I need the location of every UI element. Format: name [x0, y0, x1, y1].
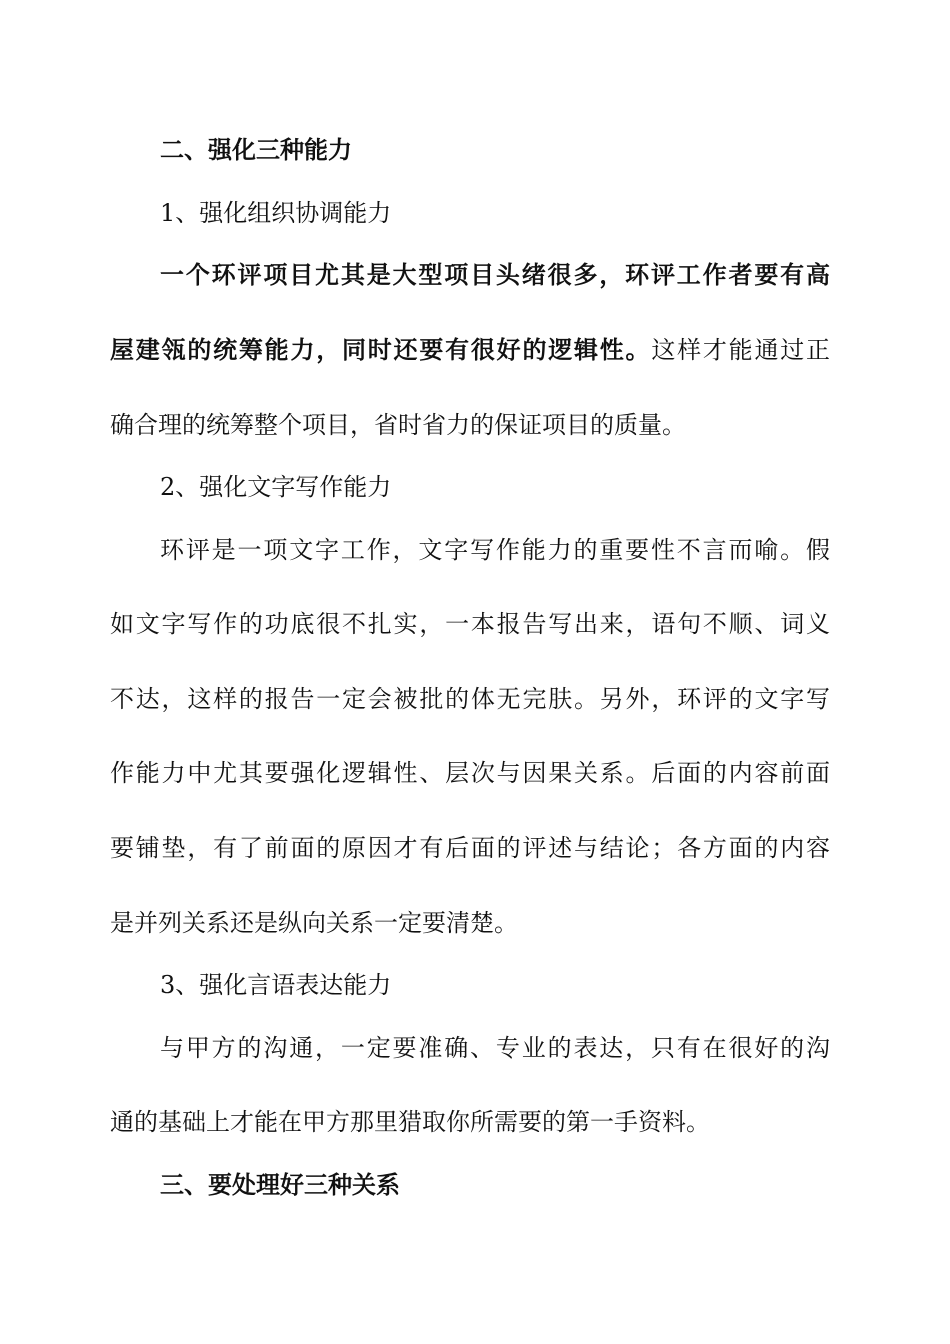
paragraph-3-line-2: 通的基础上才能在甲方那里猎取你所需要的第一手资料。: [110, 1108, 710, 1136]
paragraph-2-line-6: 是并列关系还是纵向关系一定要清楚。: [110, 909, 518, 937]
paragraph-2-line-2: 如文字写作的功底很不扎实，一本报告写出来，语句不顺、词义: [110, 610, 830, 638]
paragraph-1-bold-text: 屋建瓴的统筹能力，同时还要有很好的逻辑性。: [110, 336, 652, 364]
subheading-3: 3、强化言语表达能力: [160, 971, 392, 999]
paragraph-1-line-2: [110, 334, 830, 366]
section-heading-2: 二、强化三种能力: [160, 136, 352, 164]
paragraph-2-line-4: 作能力中尤其要强化逻辑性、层次与因果关系。后面的内容前面: [110, 759, 830, 787]
paragraph-1-line-3: 确合理的统筹整个项目，省时省力的保证项目的质量。: [110, 411, 686, 439]
paragraph-2-line-3: 不达，这样的报告一定会被批的体无完肤。另外，环评的文字写: [110, 685, 830, 713]
paragraph-1-plain-text: 这样才能通过正: [651, 336, 831, 364]
section-heading-3: 三、要处理好三种关系: [160, 1171, 400, 1199]
paragraph-3-line-1: 与甲方的沟通，一定要准确、专业的表达，只有在很好的沟: [160, 1034, 830, 1062]
paragraph-2-line-1: 环评是一项文字工作，文字写作能力的重要性不言而喻。假: [160, 536, 830, 564]
subheading-1: 1、强化组织协调能力: [160, 199, 392, 227]
subheading-2: 2、强化文字写作能力: [160, 473, 392, 501]
paragraph-1-line-1: 一个环评项目尤其是大型项目头绪很多，环评工作者要有高: [160, 261, 830, 289]
paragraph-2-line-5: 要铺垫，有了前面的原因才有后面的评述与结论；各方面的内容: [110, 834, 830, 862]
